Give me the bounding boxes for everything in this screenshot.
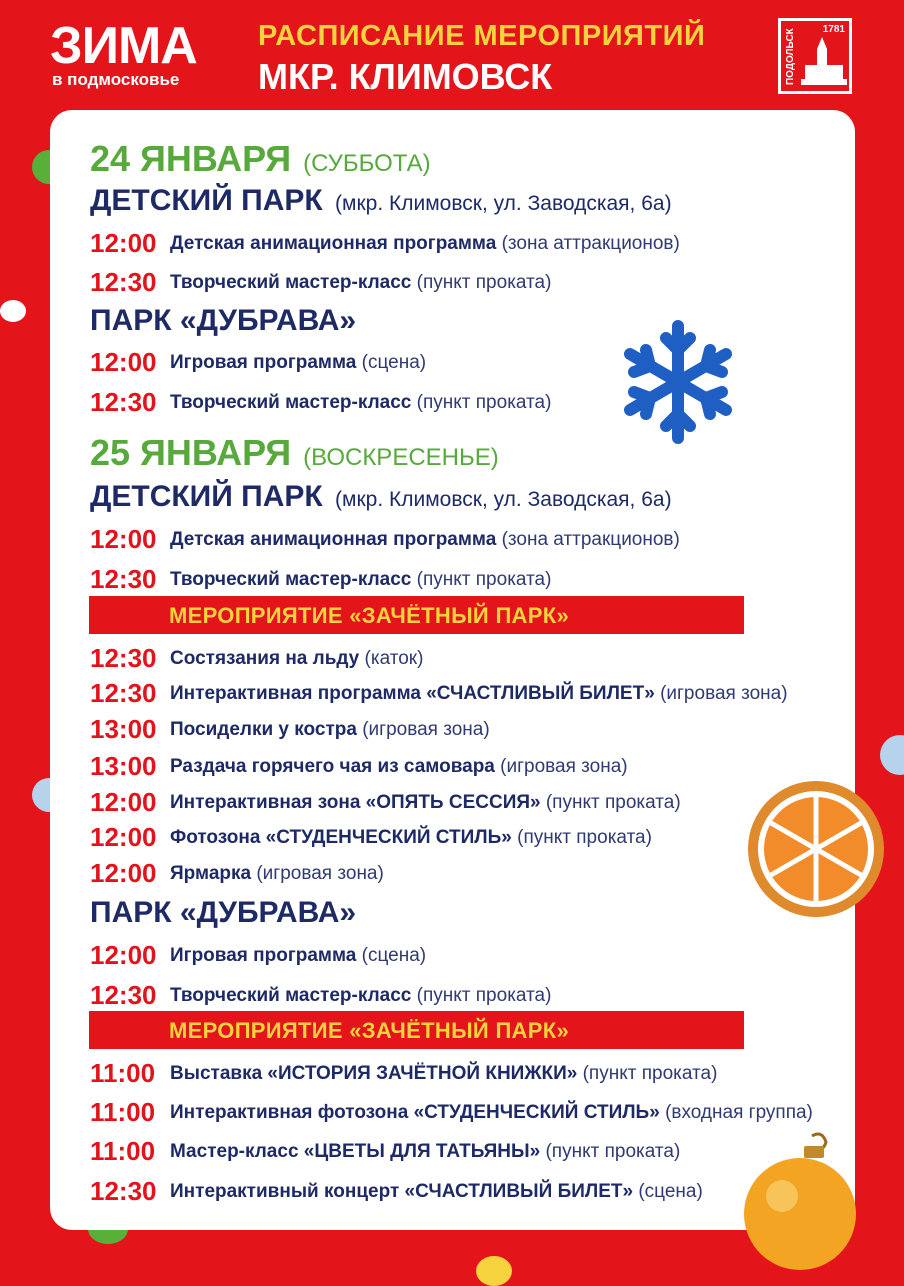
event-time: 13:00 [90, 714, 157, 744]
event-place: (пункт проката) [582, 1063, 718, 1084]
day2-park2-title [90, 896, 356, 930]
event-time: 12:30 [90, 267, 157, 297]
date-label: 25 ЯНВАРЯ [90, 432, 292, 473]
event-name: Творческий мастер-класс [170, 985, 412, 1006]
park-address: (мкр. Климовск, ул. Заводская, 6а) [335, 192, 672, 215]
event-place: (игровая зона) [256, 863, 384, 884]
day1-park1-title [90, 184, 672, 218]
event-time: 13:00 [90, 751, 157, 781]
event-place: (пункт проката) [545, 1141, 681, 1162]
event-name: Игровая программа [170, 352, 357, 373]
event-name: Детская анимационная программа [170, 529, 497, 550]
event-name: Мастер-класс «ЦВЕТЫ ДЛЯ ТАТЬЯНЫ» [170, 1141, 541, 1162]
park-name: ПАРК «ДУБРАВА» [90, 896, 357, 929]
emblem-year: 1781 [822, 24, 845, 35]
event-place: (зона аттракционов) [501, 233, 680, 254]
confetti-dot [0, 300, 26, 322]
event-time: 12:00 [90, 228, 157, 258]
event-name: Интерактивная программа «СЧАСТЛИВЫЙ БИЛЕТ» [170, 683, 655, 704]
orange-slice-icon [744, 778, 888, 920]
event-name: Состязания на льду [170, 648, 360, 669]
day2-park1-title [90, 480, 672, 514]
event-name: Детская анимационная программа [170, 233, 497, 254]
event-name: Творческий мастер-класс [170, 392, 412, 413]
day2-date [90, 432, 499, 474]
park-address: (мкр. Климовск, ул. Заводская, 6а) [335, 488, 672, 511]
event-name: Выставка «ИСТОРИЯ ЗАЧЁТНОЙ КНИЖКИ» [170, 1063, 578, 1084]
day1-park2-title [90, 304, 356, 338]
event-time: 11:00 [90, 1058, 156, 1088]
date-label: 24 ЯНВАРЯ [90, 138, 292, 179]
page-subtitle: МКР. КЛИМОВСК [258, 56, 553, 97]
banner-label: МЕРОПРИЯТИЕ «ЗАЧЁТНЫЙ ПАРК» [169, 603, 569, 628]
event-time: 12:00 [90, 822, 157, 852]
event-place: (пункт проката) [416, 392, 552, 413]
event-time: 12:00 [90, 940, 157, 970]
event-time: 12:00 [90, 787, 157, 817]
event-name: Ярмарка [170, 863, 252, 884]
event-time: 12:30 [90, 980, 157, 1010]
event-name: Интерактивный концерт «СЧАСТЛИВЫЙ БИЛЕТ» [170, 1181, 634, 1202]
event-place: (игровая зона) [500, 756, 628, 777]
event-name: Раздача горячего чая из самовара [170, 756, 495, 777]
event-place: (пункт проката) [416, 569, 552, 590]
event-time: 12:00 [90, 347, 157, 377]
banner-label: МЕРОПРИЯТИЕ «ЗАЧЁТНЫЙ ПАРК» [169, 1018, 569, 1043]
event-name: Игровая программа [170, 945, 357, 966]
event-place: (сцена) [361, 352, 427, 373]
city-emblem [778, 18, 852, 94]
weekday-label: (СУББОТА) [303, 150, 431, 177]
event-time: 12:00 [90, 524, 157, 554]
event-name: Творческий мастер-класс [170, 272, 412, 293]
header [0, 0, 904, 110]
event-place: (зона аттракционов) [501, 529, 680, 550]
event-name: Фотозона «СТУДЕНЧЕСКИЙ СТИЛЬ» [170, 827, 512, 848]
event-name: Интерактивная зона «ОПЯТЬ СЕССИЯ» [170, 792, 541, 813]
event-name: Посиделки у костра [170, 719, 357, 740]
event-place: (пункт проката) [416, 272, 552, 293]
park-name: ДЕТСКИЙ ПАРК [90, 480, 323, 513]
event-place: (входная группа) [665, 1102, 813, 1123]
event-time: 12:30 [90, 1176, 157, 1206]
event-place: (игровая зона) [660, 683, 788, 704]
event-time: 12:30 [90, 643, 157, 673]
church-icon [799, 35, 849, 91]
event-time: 12:30 [90, 564, 157, 594]
park-name: ДЕТСКИЙ ПАРК [90, 184, 323, 217]
confetti-dot [880, 735, 904, 775]
snowflake-icon [612, 316, 744, 448]
event-place: (сцена) [638, 1181, 703, 1202]
weekday-label: (ВОСКРЕСЕНЬЕ) [303, 444, 499, 471]
special-event-banner [89, 1011, 744, 1049]
event-time: 11:00 [90, 1136, 156, 1166]
event-time: 12:30 [90, 678, 157, 708]
event-time: 11:00 [90, 1097, 156, 1127]
day1-date [90, 138, 431, 180]
emblem-city: ПОДОЛЬСК [785, 28, 796, 86]
event-name: Интерактивная фотозона «СТУДЕНЧЕСКИЙ СТИЛЬ» [170, 1102, 660, 1123]
event-name: Творческий мастер-класс [170, 569, 412, 590]
event-time: 12:30 [90, 387, 157, 417]
event-place: (каток) [364, 648, 424, 669]
special-event-banner [89, 596, 744, 634]
logo-sub: в подмосковье [52, 70, 180, 89]
page-title: РАСПИСАНИЕ МЕРОПРИЯТИЙ [258, 20, 706, 52]
logo-main: ЗИМА [50, 17, 197, 75]
event-time: 12:00 [90, 858, 157, 888]
event-place: (пункт проката) [517, 827, 652, 848]
ornament-ball-icon [742, 1130, 860, 1270]
event-place: (сцена) [361, 945, 427, 966]
confetti-dot [476, 1256, 512, 1286]
event-place: (игровая зона) [362, 719, 490, 740]
event-place: (пункт проката) [416, 985, 552, 1006]
event-place: (пункт проката) [545, 792, 681, 813]
park-name: ПАРК «ДУБРАВА» [90, 304, 357, 337]
